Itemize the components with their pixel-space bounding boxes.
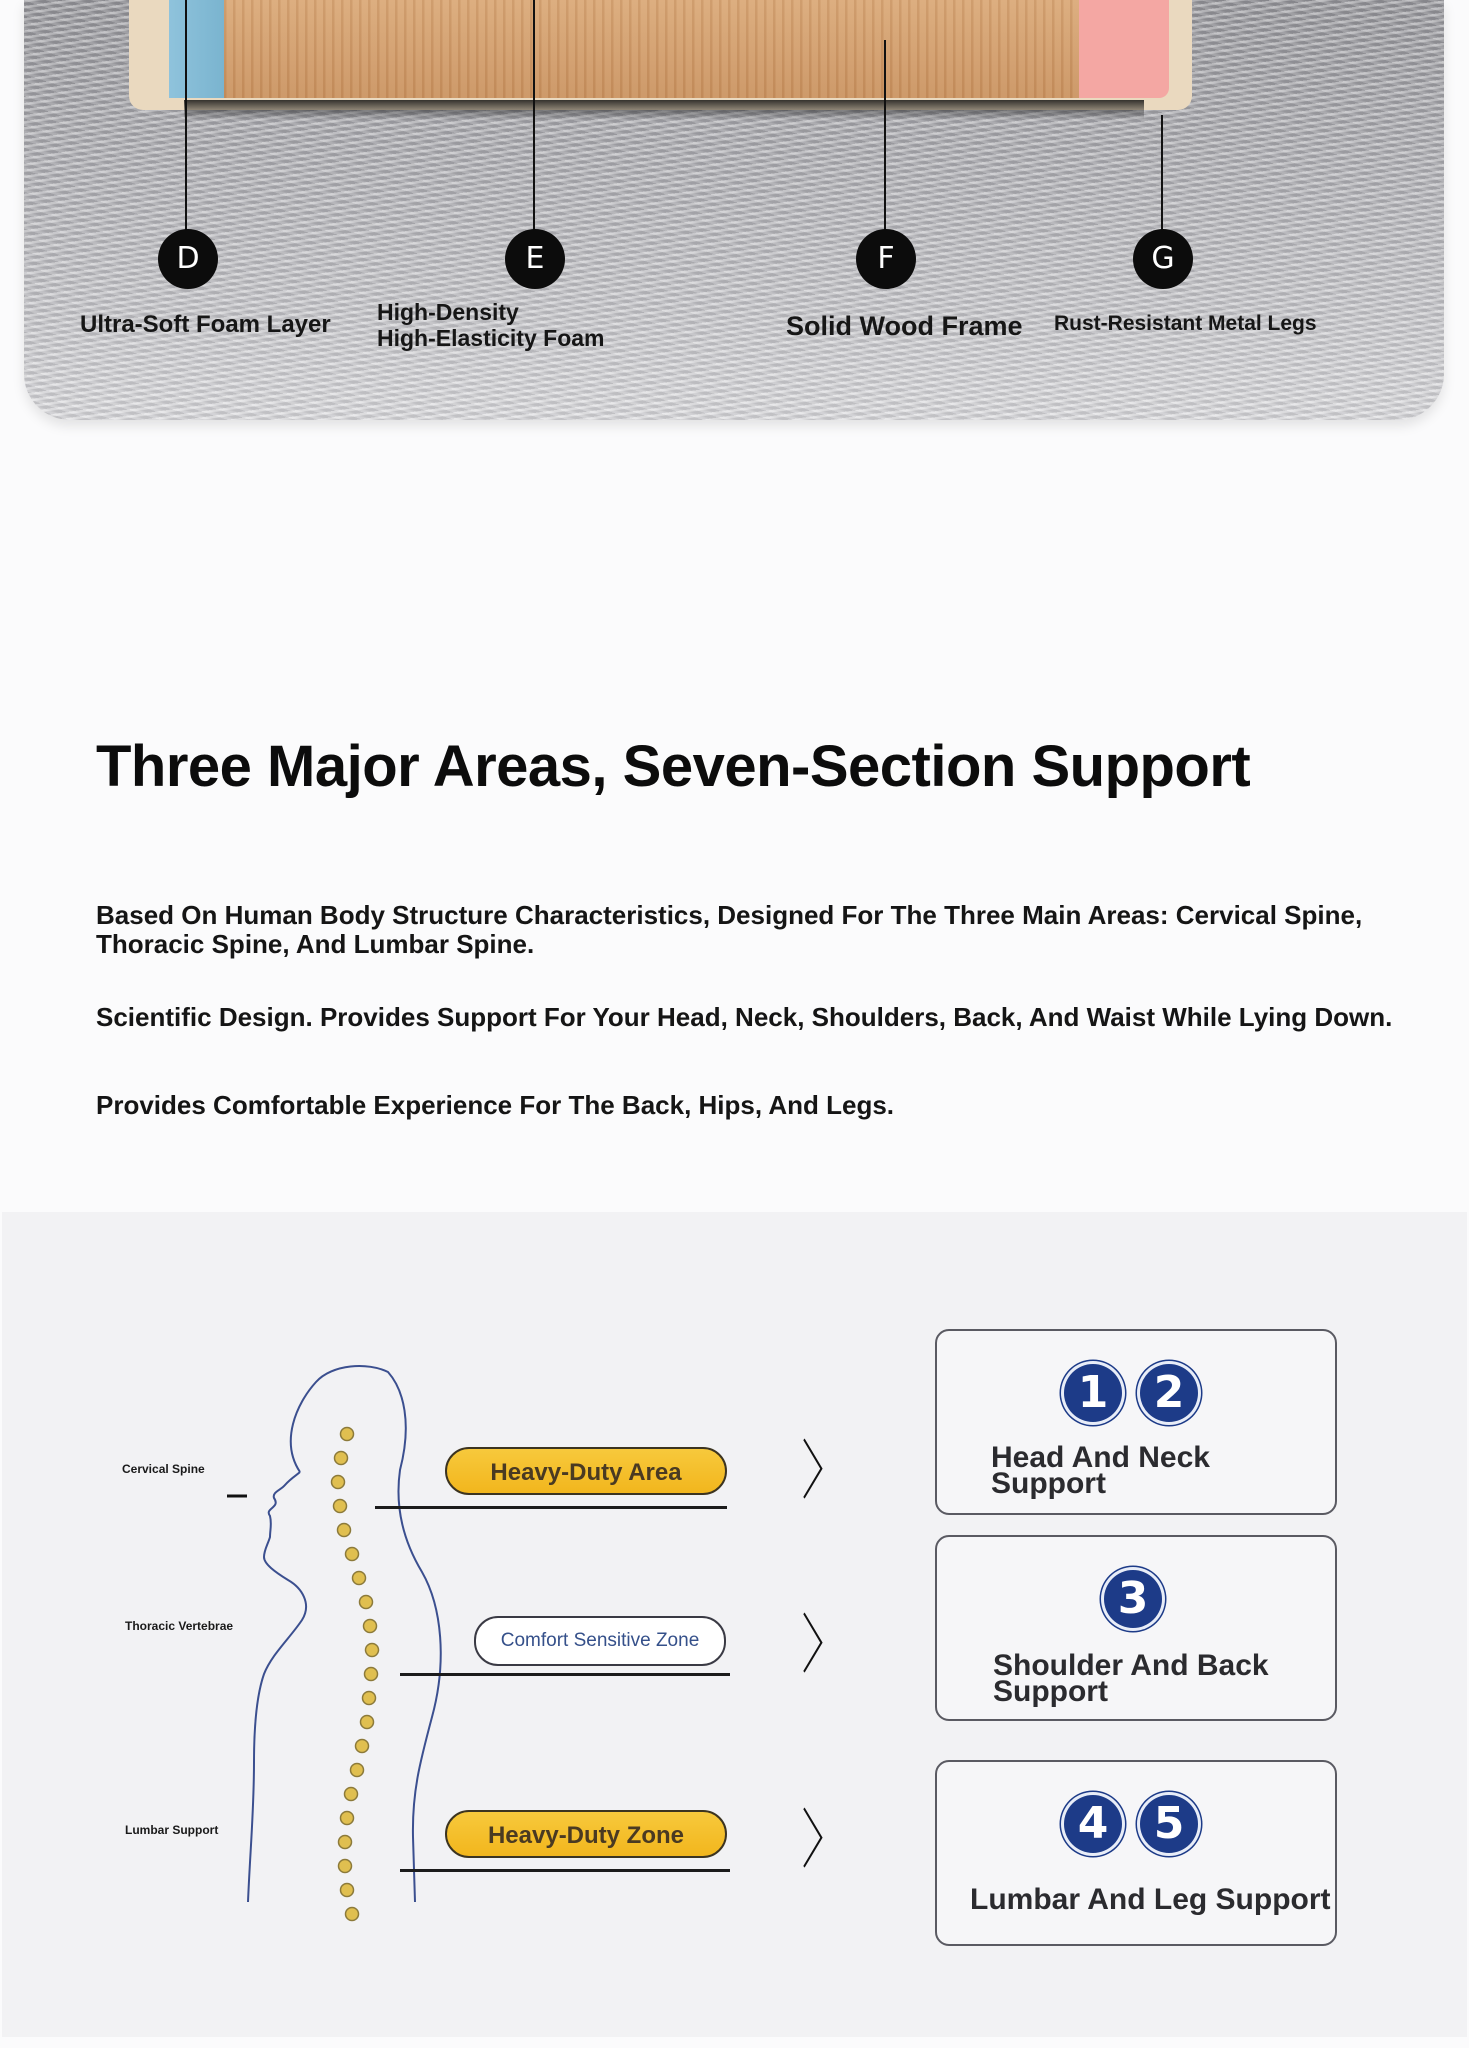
- zone-line-3: [400, 1869, 730, 1872]
- description-paragraph-2: Scientific Design. Provides Support For Your Head, Neck, Shoulders, Back, And Waist While Lying Down.: [96, 1002, 1393, 1032]
- zone-line-2: [400, 1673, 730, 1676]
- card-title: [993, 1649, 1269, 1708]
- description-paragraph-3: Provides Comfortable Experience For The Back, Hips, And Legs.: [96, 1090, 895, 1120]
- card-lumbar-leg-support: [935, 1760, 1337, 1946]
- part-label-e-line1: High-Density: [377, 299, 519, 325]
- marker-e: E: [505, 229, 565, 289]
- card-shoulder-back-support: [935, 1535, 1337, 1721]
- label-lumbar-support: Lumbar Support: [125, 1823, 219, 1837]
- part-label-e: [377, 299, 604, 351]
- chevron-right-icon: 〉: [801, 1435, 847, 1509]
- callout-line-g: [1161, 115, 1163, 230]
- chevron-right-icon: 〉: [801, 1804, 847, 1878]
- card-title: Lumbar And Leg Support: [970, 1883, 1331, 1916]
- card-title-line2: Support: [993, 1675, 1108, 1708]
- zone-heavy-duty-zone: Heavy-Duty Zone: [445, 1810, 727, 1858]
- card-title-line2: Support: [991, 1467, 1106, 1500]
- part-label-f: Solid Wood Frame: [786, 311, 1023, 341]
- callout-line-f: [884, 40, 886, 230]
- number-badge-2: 2: [1137, 1361, 1201, 1425]
- section-headline: Three Major Areas, Seven-Section Support: [96, 734, 1251, 799]
- marker-g: G: [1133, 229, 1193, 289]
- sofa-shadow: [184, 100, 1144, 120]
- foam-layer-blue: [169, 0, 224, 98]
- zone-comfort-sensitive: Comfort Sensitive Zone: [474, 1616, 726, 1666]
- number-badge-1: 1: [1061, 1361, 1125, 1425]
- number-badge-5: 5: [1137, 1792, 1201, 1856]
- zone-line-1: [375, 1506, 727, 1509]
- description-paragraph-1: Based On Human Body Structure Characteristics, Designed For The Three Main Areas: Cervical Spine, Thoracic Spine, And Lumbar Spine.: [96, 900, 1363, 959]
- zone-heavy-duty-area: Heavy-Duty Area: [445, 1447, 727, 1495]
- label-thoracic-vertebrae: Thoracic Vertebrae: [125, 1619, 234, 1633]
- wood-frame-section: [224, 0, 1079, 98]
- number-badge-4: 4: [1061, 1792, 1125, 1856]
- support-zones-diagram: [2, 1212, 1467, 2037]
- human-spine-illustration: [2, 1212, 482, 2037]
- chevron-right-icon: 〉: [801, 1609, 847, 1683]
- part-label-e-line2: High-Elasticity Foam: [377, 325, 605, 351]
- label-cervical-spine: Cervical Spine: [122, 1462, 205, 1476]
- card-title-line1: Head And Neck: [991, 1441, 1210, 1474]
- card-title: [991, 1441, 1210, 1500]
- marker-d: D: [158, 229, 218, 289]
- product-cross-section-image: [24, 0, 1444, 420]
- card-head-neck-support: [935, 1329, 1337, 1515]
- card-title-line1: Shoulder And Back: [993, 1649, 1269, 1682]
- number-badge-3: 3: [1101, 1567, 1165, 1631]
- part-label-g: Rust-Resistant Metal Legs: [1054, 312, 1317, 335]
- foam-layer-pink: [1079, 0, 1169, 98]
- vertebrae-dots: [332, 1428, 379, 1921]
- callout-line-e: [533, 0, 535, 230]
- callout-line-d: [185, 0, 187, 230]
- part-label-d: Ultra-Soft Foam Layer: [80, 311, 331, 338]
- marker-f: F: [856, 229, 916, 289]
